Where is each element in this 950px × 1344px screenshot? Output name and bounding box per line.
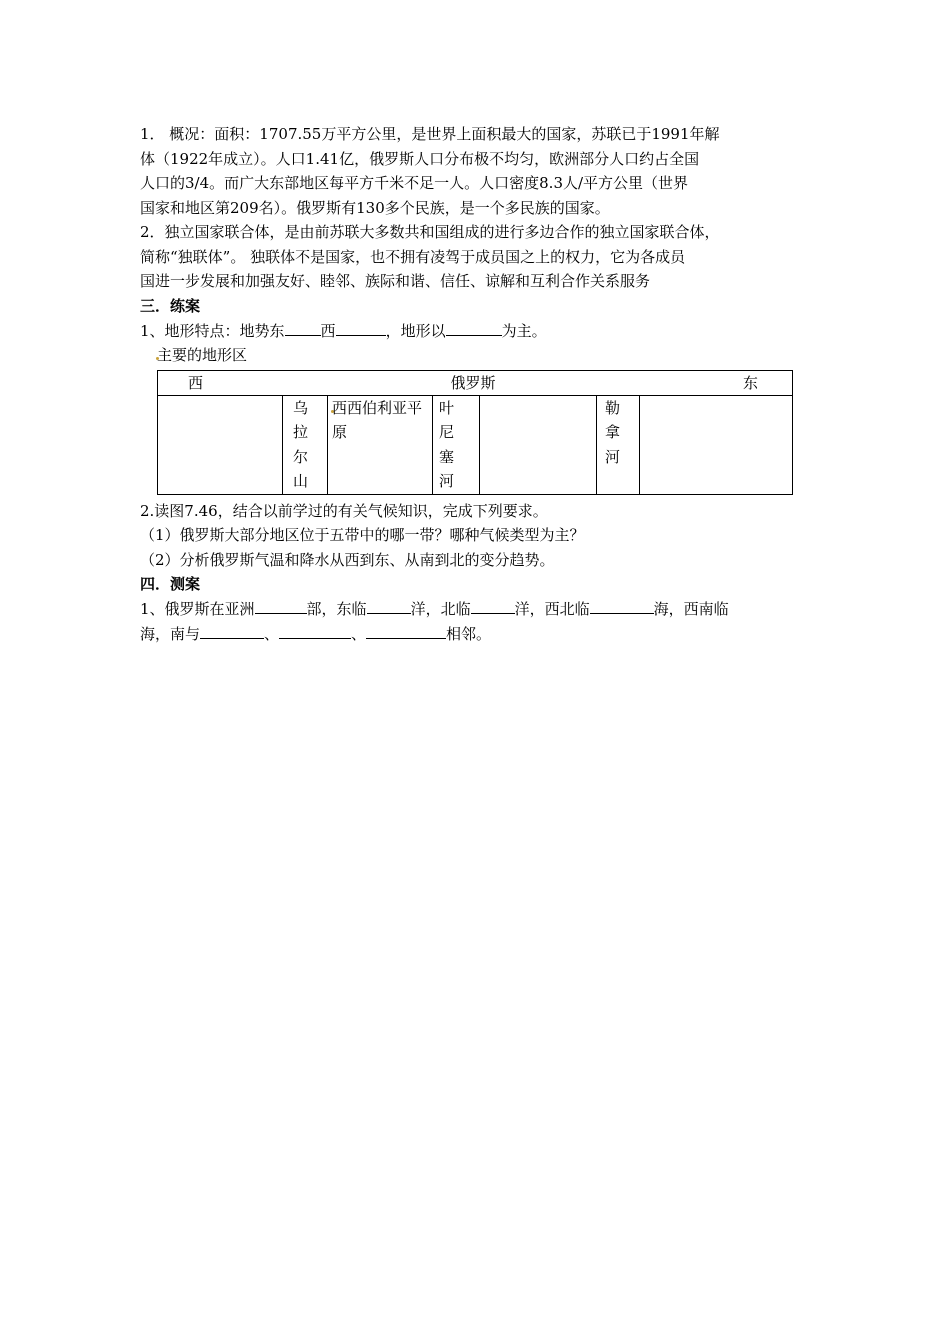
cis-paragraph [140, 220, 810, 294]
terrain-west-blank[interactable] [336, 321, 386, 336]
cis-line-3: 国进一步发展和加强友好、睦邻、族际和谐、信任、谅解和互利合作关系服务 [140, 272, 651, 290]
lena-river-label: 勒拿河 [605, 398, 621, 466]
climate-subquestion-1: （1）俄罗斯大部分地区位于五带中的哪一带？哪种气候类型为主？ [140, 526, 585, 544]
test-heading: 四．测案 [140, 575, 201, 593]
terrain-cell-blank-1[interactable] [158, 395, 283, 494]
location-q-part-b: 部，东临 [306, 600, 367, 618]
neighbor-2-blank[interactable] [279, 624, 351, 639]
header-russia: 俄罗斯 [450, 373, 496, 392]
terrain-cell-west-siberian [328, 395, 433, 494]
terrain-table-caption [140, 343, 810, 368]
yenisei-river-label: 叶尼塞河 [439, 398, 455, 490]
west-siberian-plain-label: 西西伯利亚平原 [332, 398, 423, 441]
terrain-question [140, 319, 810, 344]
location-q-part-a: 1、俄罗斯在亚洲 [140, 600, 255, 618]
climate-question: 2.读图7.46，结合以前学过的有关气候知识，完成下列要求。 [140, 501, 548, 520]
document-body [140, 122, 810, 646]
asia-part-blank[interactable] [255, 599, 307, 614]
location-q-part-d: 洋，西北临 [514, 600, 590, 618]
header-east: 东 [742, 373, 758, 392]
ural-mountains-label: 乌拉尔山 [293, 398, 309, 490]
location-q-part-c: 洋，北临 [410, 600, 471, 618]
terrain-question-prefix: 1、地形特点：地势东 [140, 321, 285, 340]
terrain-type-blank[interactable] [446, 321, 502, 336]
neighbor-1-blank[interactable] [200, 624, 264, 639]
header-west: 西 [188, 373, 204, 392]
location-q-part-h: 、 [351, 624, 367, 643]
overview-line-3: 人口的3/4。而广大东部地区每平方千米不足一人。人口密度8.3人/平方公里（世界 [140, 174, 689, 192]
neighbor-3-blank[interactable] [366, 624, 446, 639]
terrain-cell-lena [597, 395, 640, 494]
terrain-cell-ural [283, 395, 328, 494]
climate-subquestion-2: （2）分析俄罗斯气温和降水从西到东、从南到北的变分趋势。 [140, 550, 555, 569]
practice-heading: 三．练案 [140, 296, 201, 315]
overview-line-2: 体（1922年成立）。人口1.41亿，俄罗斯人口分布极不均匀，欧洲部分人口约占全国 [140, 149, 700, 168]
overview-line-1: 1． 概况：面积：1707.55万平方公里，是世界上面积最大的国家，苏联已于1991年解 [140, 125, 720, 143]
overview-paragraph [140, 122, 810, 220]
terrain-question-suffix: 为主。 [501, 321, 547, 340]
north-ocean-blank[interactable] [471, 599, 515, 614]
terrain-table-row [158, 395, 793, 494]
terrain-cell-blank-3[interactable] [640, 395, 793, 494]
terrain-question-mid: ，地形以 [385, 321, 446, 340]
terrain-cell-yenisei [433, 395, 480, 494]
location-q-part-g: 、 [264, 624, 280, 643]
location-question [140, 597, 810, 646]
overview-line-4: 国家和地区第209名）。俄罗斯有130多个民族，是一个多民族的国家。 [140, 198, 610, 217]
terrain-table-caption-text: 主要的地形区 [157, 346, 248, 364]
northwest-sea-blank[interactable] [590, 599, 654, 614]
terrain-table-header-row [158, 370, 793, 395]
terrain-question-west: 西 [320, 321, 336, 340]
cis-line-2: 简称“独联体”。 独联体不是国家，也不拥有凌驾于成员国之上的权力，它为各成员 [140, 247, 686, 266]
east-ocean-blank[interactable] [367, 599, 411, 614]
location-q-part-e: 海，西南临 [653, 600, 729, 618]
terrain-cell-blank-2[interactable] [480, 395, 597, 494]
terrain-table-header [158, 370, 793, 395]
terrain-east-blank[interactable] [285, 321, 321, 336]
cis-line-1: 2．独立国家联合体，是由前苏联大多数共和国组成的进行多边合作的独立国家联合体， [140, 223, 720, 241]
location-q-part-f: 海，南与 [140, 624, 201, 643]
terrain-table [157, 370, 793, 495]
location-q-part-i: 相邻。 [446, 624, 492, 643]
